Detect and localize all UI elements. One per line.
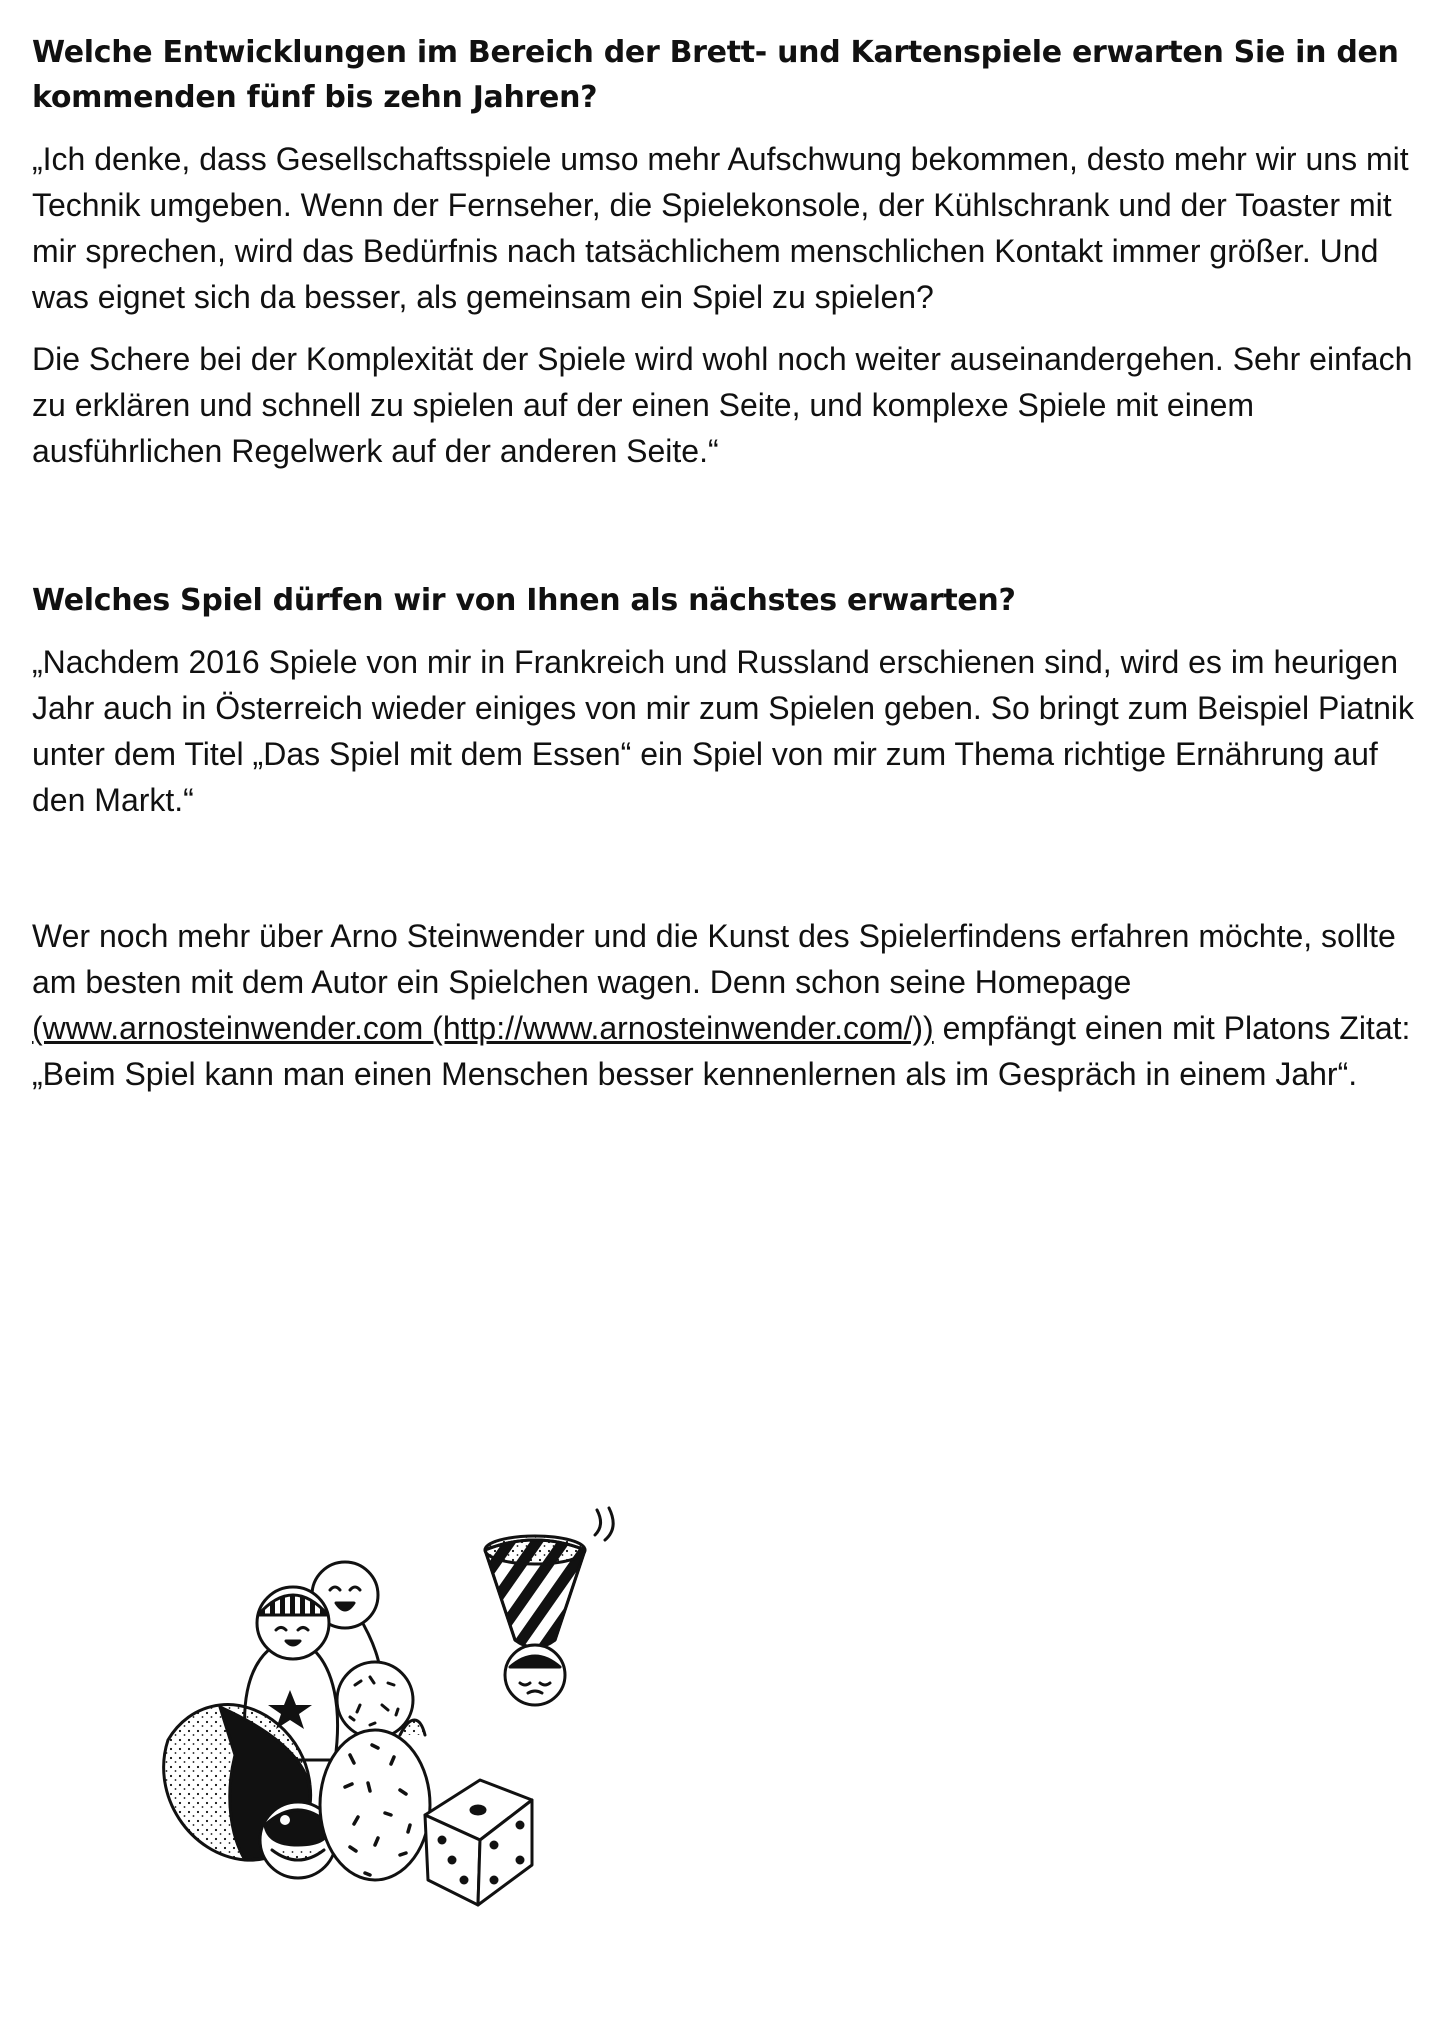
sprinkled-egg-icon: [320, 1730, 430, 1880]
answer-paragraph: Die Schere bei der Komplexität der Spiele wird wohl noch weiter auseinandergehen. Sehr einfach zu erklären und schnell zu spielen auf der einen Seite, und komplexe Spiele mit einem ausführlichen Regelwerk auf der anderen Seite.“: [32, 341, 1413, 469]
homepage-link[interactable]: (www.arnosteinwender.com (http://www.arnosteinwender.com/)): [32, 1010, 934, 1046]
answer-paragraph: „Ich denke, dass Gesellschaftsspiele umso mehr Aufschwung bekommen, desto mehr wir uns mit Technik umgeben. Wenn der Fernseher, die Spielekonsole, der Kühlschrank und der Toaster mit mir sprechen, wird das Bedürfnis nach tatsächlichem menschlichen Kontakt immer größer. Und was eignet sich da besser, als gemeinsam ein Spiel zu spielen?: [32, 141, 1409, 315]
question-heading-next-game: Welches Spiel dürfen wir von Ihnen als nächstes erwarten?: [32, 583, 1016, 618]
dice-icon: [425, 1780, 532, 1905]
article-body: [32, 30, 1427, 1097]
answer-paragraph: „Nachdem 2016 Spiele von mir in Frankreich und Russland erschienen sind, wird es im heurigen Jahr auch in Österreich wieder einiges von mir zum Spielen geben. So bringt zum Beispiel Piatnik unter dem Titel „Das Spiel mit dem Essen“ ein Spiel von mir zum Thema richtige Ernährung auf den Markt.“: [32, 644, 1415, 818]
sprinkled-ball-icon: [337, 1662, 425, 1738]
closing-paragraph: [32, 913, 1427, 1097]
closing-text: empfängt einen mit Platons Zitat: „Beim Spiel kann man einen Menschen besser kennenlernen als im Gespräch in einem Jahr“.: [32, 1010, 1411, 1092]
closing-text: Wer noch mehr über Arno Steinwender und die Kunst des Spielerfindens erfahren möchte, sollte am besten mit dem Autor ein Spielchen wagen. Denn schon seine Homepage: [32, 918, 1396, 1000]
question-heading-developments: Welche Entwicklungen im Bereich der Brett- und Kartenspiele erwarten Sie in den kommenden fünf bis zehn Jahren?: [32, 35, 1399, 115]
game-pieces-illustration-icon: [160, 1495, 780, 1925]
striped-cone-icon: [485, 1508, 613, 1705]
